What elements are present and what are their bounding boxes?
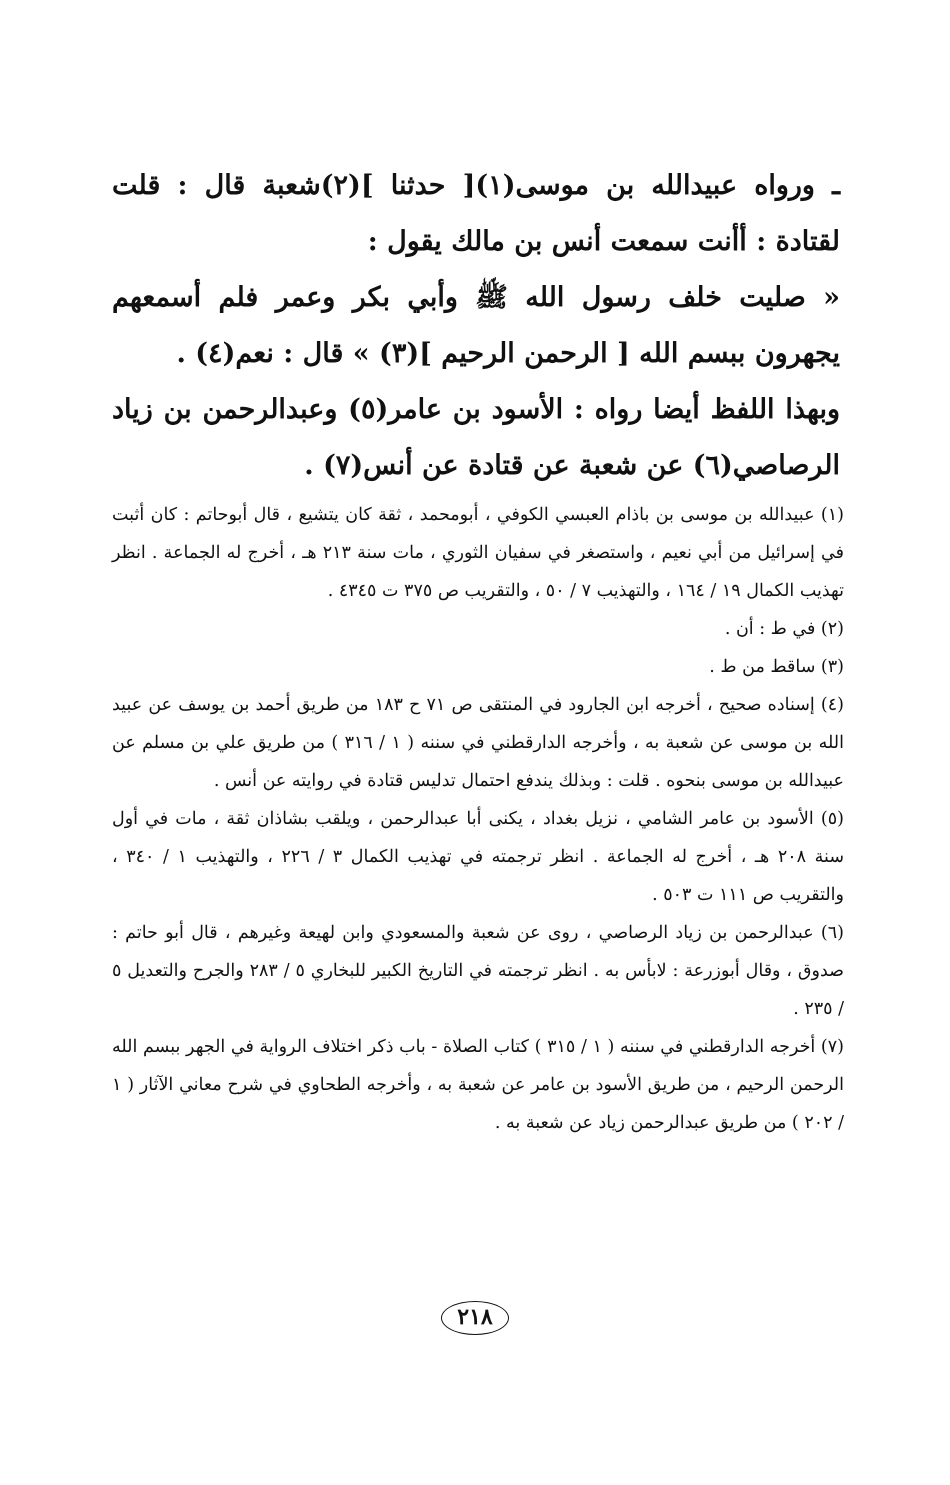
footnote: (٤) إسناده صحيح ، أخرجه ابن الجارود في المنتقى ص ٧١ ح ١٨٣ من طريق أحمد بن يوسف عن عبيد الله بن موسى عن شعبة به ، وأخرجه الدارقطني في سننه ( ١ / ٣١٦ ) من طريق علي بن مسلم عن عبيدالله بن موسى بنحوه . قلت : وبذلك يندفع احتمال تدليس قتادة في روايته عن أنس . <box>112 695 844 791</box>
footnote: (١) عبيدالله بن موسى بن باذام العبسي الكوفي ، أبومحمد ، ثقة كان يتشيع ، قال أبوحاتم : كان أثبت في إسرائيل من أبي نعيم ، واستصغر في سفيان الثوري ، مات سنة ٢١٣ هـ ، أخرج له الجماعة . انظر تهذيب الكمال ١٩ / ١٦٤ ، والتهذيب ٧ / ٥٠ ، والتقريب ص ٣٧٥ ت ٤٣٤٥ . <box>112 505 844 601</box>
main-text <box>112 158 840 494</box>
footnote: (٢) في ط : أن . <box>724 619 844 639</box>
page-number-text: ٢١٨ <box>457 1304 493 1330</box>
main-paragraph: ـ ورواه عبيدالله بن موسى(١)[ حدثنا ](٢)شعبة قال : قلت لقتادة : أأنت سمعت أنس بن مالك يقول : <box>112 170 840 257</box>
footnote: (٧) أخرجه الدارقطني في سننه ( ١ / ٣١٥ ) كتاب الصلاة - باب ذكر اختلاف الرواية في الجهر ببسم الله الرحمن الرحيم ، من طريق الأسود بن عامر عن شعبة به ، وأخرجه الطحاوي في شرح معاني الآثار ( ١ / ٢٠٢ ) من طريق عبدالرحمن زياد عن شعبة به . <box>112 1037 844 1133</box>
main-paragraph: « صليت خلف رسول الله ﷺ وأبي بكر وعمر فلم أسمعهم يجهرون ببسم الله [ الرحمن الرحيم ](٣) » قال : نعم(٤) . <box>112 282 840 369</box>
footnote: (٣) ساقط من ط . <box>709 657 844 677</box>
footnote: (٥) الأسود بن عامر الشامي ، نزيل بغداد ، يكنى أبا عبدالرحمن ، ويلقب بشاذان ثقة ، مات في أول سنة ٢٠٨ هـ ، أخرج له الجماعة . انظر ترجمته في تهذيب الكمال ٣ / ٢٢٦ ، والتهذيب ١ / ٣٤٠ ، والتقريب ص ١١١ ت ٥٠٣ . <box>112 809 844 905</box>
footnote: (٦) عبدالرحمن بن زياد الرصاصي ، روى عن شعبة والمسعودي وابن لهيعة وغيرهم ، قال أبو حاتم : صدوق ، وقال أبوزرعة : لابأس به . انظر ترجمته في التاريخ الكبير للبخاري ٥ / ٢٨٣ والجرح والتعديل ٥ / ٢٣٥ . <box>112 923 844 1019</box>
page-number <box>435 1297 515 1339</box>
main-paragraph: وبهذا اللفظ أيضا رواه : الأسود بن عامر(٥) وعبدالرحمن بن زياد الرصاصي(٦) عن شعبة عن قتادة عن أنس(٧) . <box>112 394 841 481</box>
footnotes <box>112 496 844 1142</box>
